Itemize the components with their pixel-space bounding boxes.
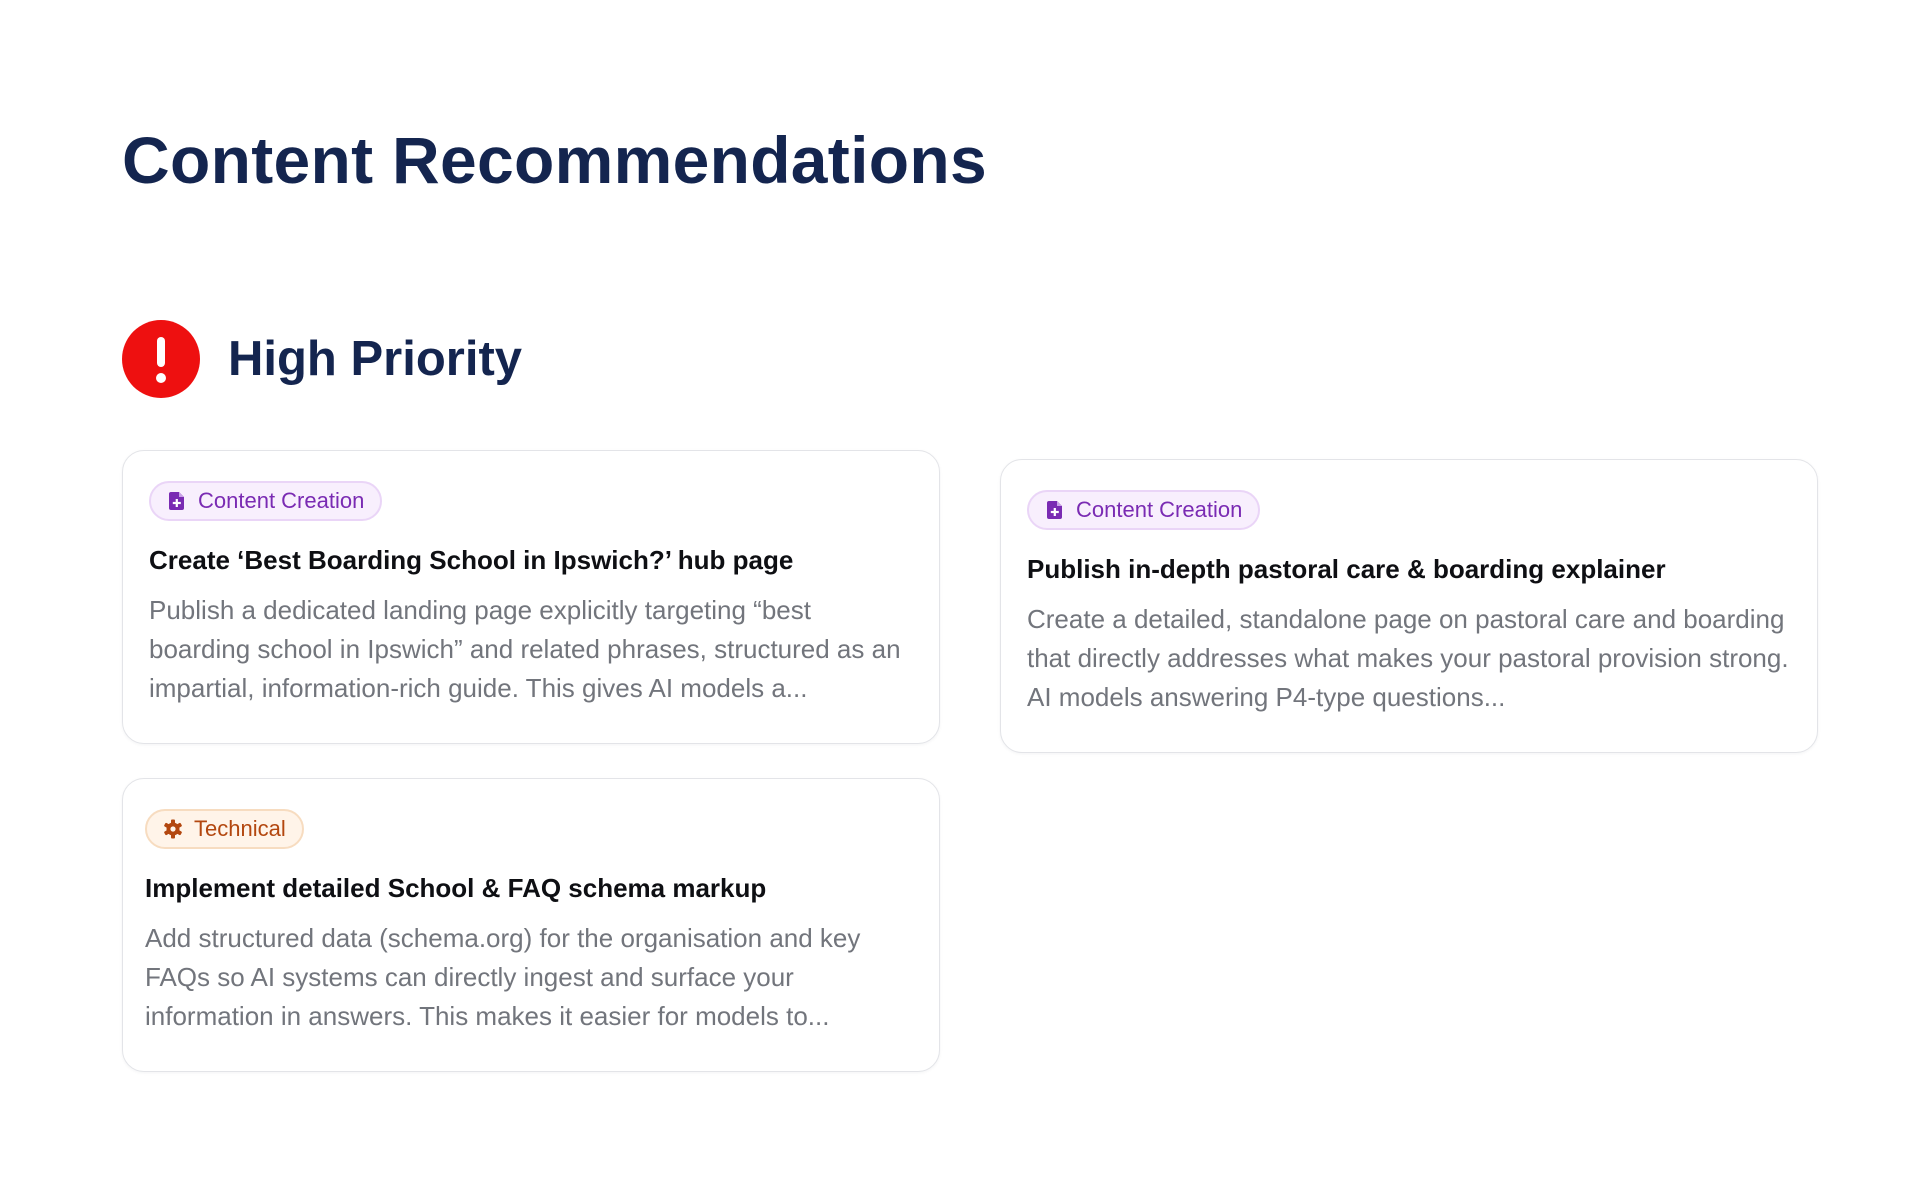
- recommendation-card[interactable]: [1000, 459, 1818, 753]
- recommendation-card[interactable]: [122, 778, 940, 1072]
- document-plus-icon: [1045, 500, 1065, 520]
- card-title: Create ‘Best Boarding School in Ipswich?’ hub page: [149, 545, 794, 575]
- card-title: Publish in-depth pastoral care & boarding explainer: [1027, 554, 1666, 584]
- card-description: Publish a dedicated landing page explicitly targeting “best boarding school in Ipswich” and related phrases, structured as an impartial, information-rich guide. This gives AI models a...: [149, 595, 901, 703]
- card-description: Create a detailed, standalone page on pastoral care and boarding that directly addresses what makes your pastoral provision strong. AI models answering P4-type questions...: [1027, 604, 1789, 712]
- category-badge-content-creation: [149, 481, 382, 521]
- exclamation-icon: [122, 320, 200, 398]
- document-plus-icon: [167, 491, 187, 511]
- category-badge-content-creation: [1027, 490, 1260, 530]
- recommendation-card[interactable]: [122, 450, 940, 744]
- badge-label: Content Creation: [1076, 497, 1243, 522]
- badge-label: Content Creation: [198, 488, 365, 513]
- gear-icon: [163, 819, 183, 839]
- category-badge-technical: [145, 809, 304, 849]
- page-title: Content Recommendations: [122, 123, 987, 197]
- card-title: Implement detailed School & FAQ schema markup: [145, 873, 767, 903]
- section-title: High Priority: [228, 332, 523, 386]
- section-header-high-priority: [122, 320, 522, 398]
- badge-label: Technical: [194, 816, 286, 841]
- card-description: Add structured data (schema.org) for the organisation and key FAQs so AI systems can directly ingest and surface your information in answers. This makes it easier for models to...: [145, 923, 861, 1031]
